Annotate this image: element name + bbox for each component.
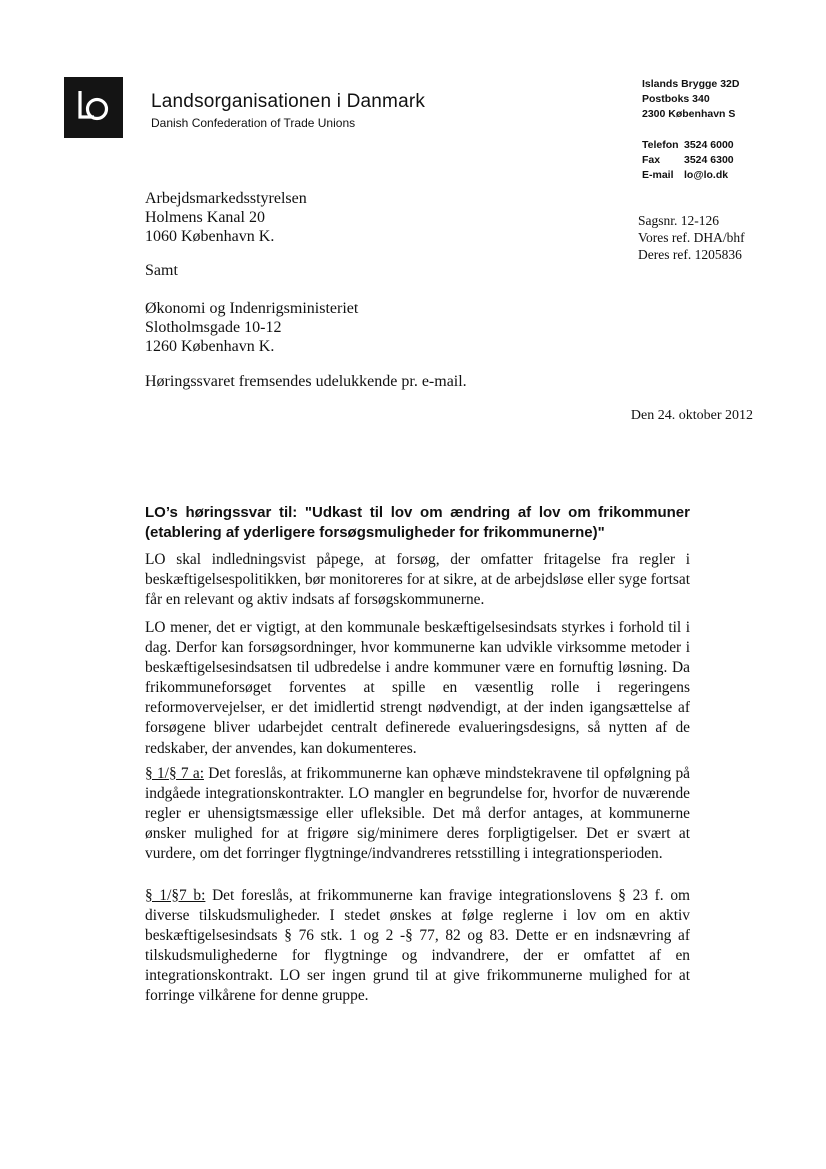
contact-label: Telefon bbox=[642, 139, 679, 151]
section-ref: § 1/§ 7 a: bbox=[145, 765, 204, 782]
letter-date: Den 24. oktober 2012 bbox=[630, 408, 753, 423]
ref-case-number: Sagsnr. 12-126 bbox=[638, 213, 719, 228]
contact-value: 3524 6300 bbox=[684, 154, 734, 166]
recipient2-line-2: Slotholmsgade 10-12 bbox=[145, 319, 282, 336]
lo-logo-mark bbox=[64, 77, 123, 138]
paragraph-1: LO skal indledningsvist påpege, at forsøg, der omfatter fritagelse fra regler i beskæftigelsespolitikken, bør monitoreres for at sikre, at de arbejdsløse eller syge fortsat får en relevant og aktiv indsats af forsøgskommunerne. bbox=[145, 551, 690, 609]
contact-label: Fax bbox=[642, 154, 661, 166]
lo-logo bbox=[64, 77, 123, 138]
contact-fax bbox=[642, 153, 734, 168]
contact-phone bbox=[642, 138, 734, 153]
paragraph-4 bbox=[145, 886, 690, 1007]
paragraph-3-text: Det foreslås, at frikommunerne kan ophæve mindstekravene til opfølgning på indgåede integrationskontrakter. LO mangler en begrundelse for, hvorfor de nuværende regler er uhensigtsmæssige eller ufleksible. Det må derfor antages, at kommunerne ønsker mulighed for at frigøre sig/minimere deres forpligtigelser. Det er svært at vurdere, om det forringer flygtninge/indvandreres retsstilling i integrationsperioden. bbox=[145, 765, 690, 863]
org-name: Landsorganisationen i Danmark bbox=[151, 91, 426, 112]
address-line-1: Islands Brygge 32D bbox=[642, 78, 740, 90]
org-name-en: Danish Confederation of Trade Unions bbox=[151, 116, 356, 130]
paragraph-3 bbox=[145, 764, 690, 864]
contact-label: E-mail bbox=[642, 169, 674, 181]
recipient2-line-1: Økonomi og Indenrigsministeriet bbox=[145, 300, 359, 317]
ref-our-ref: Vores ref. DHA/bhf bbox=[638, 230, 745, 245]
delivery-note: Høringssvaret fremsendes udelukkende pr. e-mail. bbox=[145, 373, 467, 390]
contact-email bbox=[642, 168, 728, 183]
address-line-3: 2300 København S bbox=[642, 108, 736, 120]
contact-value: 3524 6000 bbox=[684, 139, 734, 151]
ref-your-ref: Deres ref. 1205836 bbox=[638, 247, 742, 262]
recipient1-line-1: Arbejdsmarkedsstyrelsen bbox=[145, 190, 307, 207]
address-line-2: Postboks 340 bbox=[642, 93, 710, 105]
samt-label: Samt bbox=[145, 262, 178, 279]
letter-title: LO’s høringssvar til: "Udkast til lov om ændring af lov om frikommuner (etablering af yderligere forsøgsmuligheder for frikommunerne)" bbox=[145, 504, 690, 541]
paragraph-4-text: Det foreslås, at frikommunerne kan fravige integrationslovens § 23 f. om diverse tilskudsmuligheder. I stedet ønskes at følge reglerne i lov om en aktiv beskæftigelsesindsats § 76 stk. 1 og 2 -§ 77, 82 og 83. Dette er en indsnævring af tilskudsmulighederne for flygtninge og indvandrere, der er omfattet af en integrationskontrakt. LO ser ingen grund til at give frikommunerne mulighed for at forringe vilkårene for denne gruppe. bbox=[145, 887, 690, 1005]
recipient1-line-3: 1060 København K. bbox=[145, 228, 275, 245]
recipient2-line-3: 1260 København K. bbox=[145, 338, 275, 355]
contact-value: lo@lo.dk bbox=[684, 169, 729, 181]
section-ref: § 1/§7 b: bbox=[145, 887, 206, 904]
paragraph-2: LO mener, det er vigtigt, at den kommunale beskæftigelsesindsats styrkes i forhold til i dag. Derfor kan forsøgsordninger, hvor kommunerne kan udvikle virksomme metoder i beskæftigelsesindsatsen til udbredelse i andre kommuner være en fornuftig løsning. Da frikommuneforsøget forventes at spille en væsentlig rolle i regeringens reformovervejelser, er det imidlertid strengt nødvendigt, at der inden igangsættelse af forsøgene bliver udarbejdet centralt definerede evalueringsdesigns, så nytten af de redskaber, der anvendes, kan dokumenteres. bbox=[145, 619, 690, 757]
recipient1-line-2: Holmens Kanal 20 bbox=[145, 209, 265, 226]
